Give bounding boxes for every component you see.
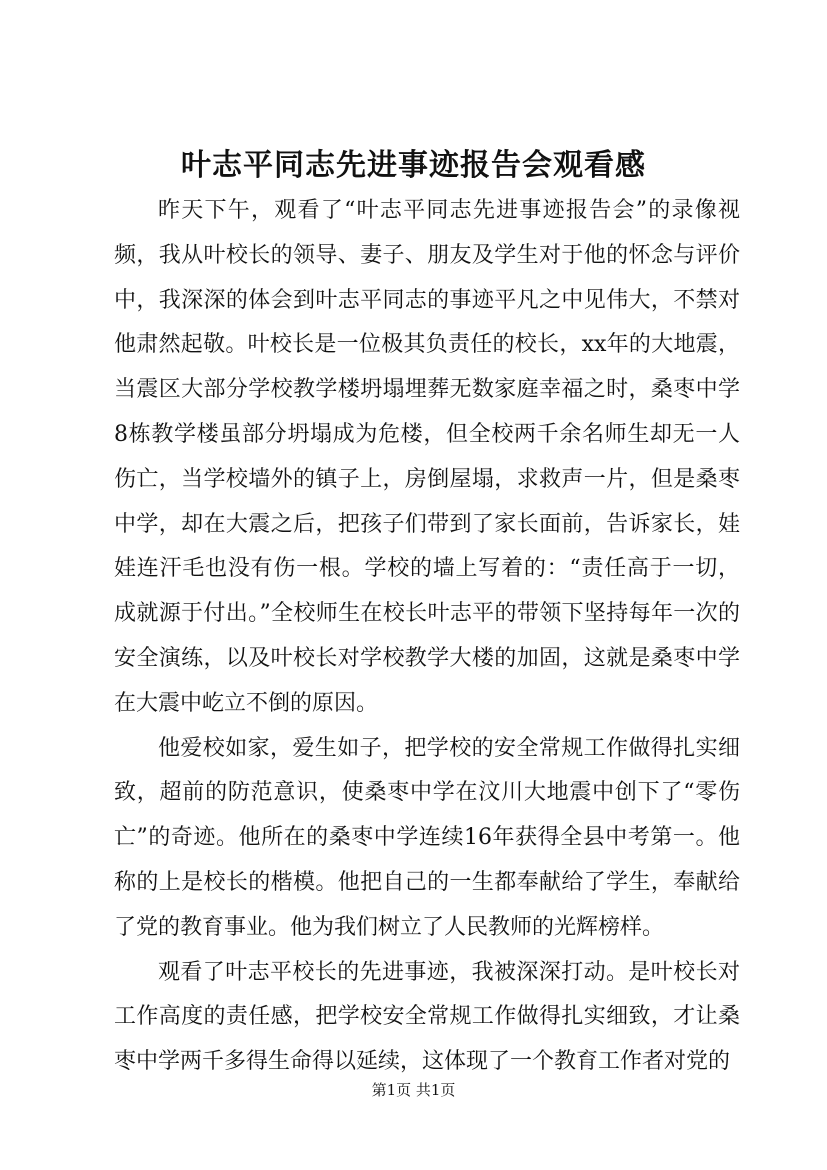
- paragraph-2: 他爱校如家，爱生如子，把学校的安全常规工作做得扎实细致，超前的防范意识，使桑枣中学在汶川大地震中创下了“零伤亡”的奇迹。他所在的桑枣中学连续16年获得全县中考第一。他称的上是校长的楷模。他把自己的一生都奉献给了学生，奉献给了党的教育事业。他为我们树立了人民教师的光辉榜样。: [114, 735, 740, 940]
- paragraph-3: 观看了叶志平校长的先进事迹，我被深深打动。是叶校长对工作高度的责任感，把学校安全常规工作做得扎实细致，才让桑枣中学两千多得生命得以延续，这体现了一个教育工作者对党的: [114, 959, 740, 1075]
- paragraph-1: 昨天下午，观看了“叶志平同志先进事迹报告会”的录像视频，我从叶校长的领导、妻子、朋友及学生对于他的怀念与评价中，我深深的体会到叶志平同志的事迹平凡之中见伟大，不禁对他肃然起敬。叶校长是一位极其负责任的校长，xx年的大地震，当震区大部分学校教学楼坍塌埋葬无数家庭幸福之时，桑枣中学8栋教学楼虽部分坍塌成为危楼，但全校两千余名师生却无一人伤亡，当学校墙外的镇子上，房倒屋塌，求救声一片，但是桑枣中学，却在大震之后，把孩子们带到了家长面前，告诉家长，娃娃连汗毛也没有伤一根。学校的墙上写着的：“责任高于一切，成就源于付出。”全校师生在校长叶志平的带领下坚持每年一次的安全演练，以及叶校长对学校教学大楼的加固，这就是桑枣中学在大震中屹立不倒的原因。: [114, 198, 740, 716]
- document-body: [114, 189, 740, 1085]
- document-title: 叶志平同志先进事迹报告会观看感: [181, 148, 646, 183]
- page-footer: 第1页 共1页: [371, 1081, 456, 1099]
